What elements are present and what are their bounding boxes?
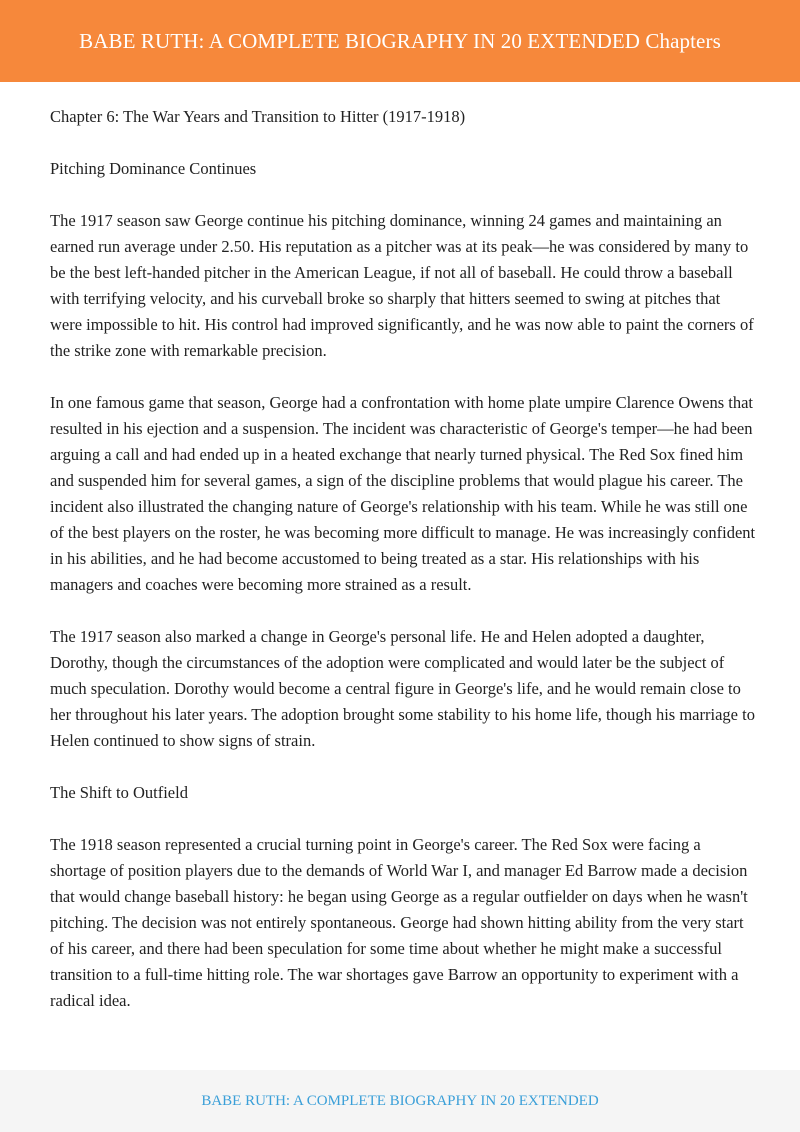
header-banner [0, 0, 800, 82]
paragraph: The 1918 season represented a crucial turning point in George's career. The Red Sox were facing a shortage of position players due to the demands of World War I, and manager Ed Barrow made a decision that would change baseball history: he began using George as a regular outfielder on days when he wasn't pitching. The decision was not entirely spontaneous. George had shown hitting ability from the very start of his career, and there had been speculation for some time about whether he might make a successful transition to a full-time hitting role. The war shortages gave Barrow an opportunity to experiment with a radical idea. [50, 835, 748, 1010]
chapter-title: Chapter 6: The War Years and Transition to Hitter (1917-1918) [50, 107, 466, 126]
book-title: BABE RUTH: A COMPLETE BIOGRAPHY IN 20 EXTENDED Chapters [79, 28, 721, 53]
section-heading-outfield: The Shift to Outfield [50, 783, 188, 802]
paragraph: In one famous game that season, George had a confrontation with home plate umpire Clarence Owens that resulted in his ejection and a suspension. The incident was characteristic of George's temper—he had been arguing a call and had ended up in a heated exchange that nearly turned physical. The Red Sox fined him and suspended him for several games, a sign of the discipline problems that would plague his career. The incident also illustrated the changing nature of George's relationship with his team. While he was still one of the best players on the roster, he was becoming more difficult to manage. He was increasingly confident in his abilities, and he had become accustomed to being treated as a star. His relationships with his managers and coaches were becoming more strained as a result. [50, 393, 756, 594]
document-body [50, 104, 756, 1040]
paragraph: The 1917 season also marked a change in George's personal life. He and Helen adopted a daughter, Dorothy, though the circumstances of the adoption were complicated and would later be the subject of much speculation. Dorothy would become a central figure in George's life, and he would remain close to her throughout his later years. The adoption brought some stability to his home life, though his marriage to Helen continued to show signs of strain. [50, 627, 755, 750]
footer-bar [0, 1070, 800, 1132]
paragraph: The 1917 season saw George continue his pitching dominance, winning 24 games and maintaining an earned run average under 2.50. His reputation as a pitcher was at its peak—he was considered by many to be the best left-handed pitcher in the American League, if not all of baseball. He could throw a baseball with terrifying velocity, and his curveball broke so sharply that hitters seemed to swing at pitches that were impossible to hit. His control had improved significantly, and he was now able to paint the corners of the strike zone with remarkable precision. [50, 211, 754, 360]
footer-text: BABE RUTH: A COMPLETE BIOGRAPHY IN 20 EXTENDED [201, 1092, 599, 1109]
section-heading-pitching: Pitching Dominance Continues [50, 159, 257, 178]
